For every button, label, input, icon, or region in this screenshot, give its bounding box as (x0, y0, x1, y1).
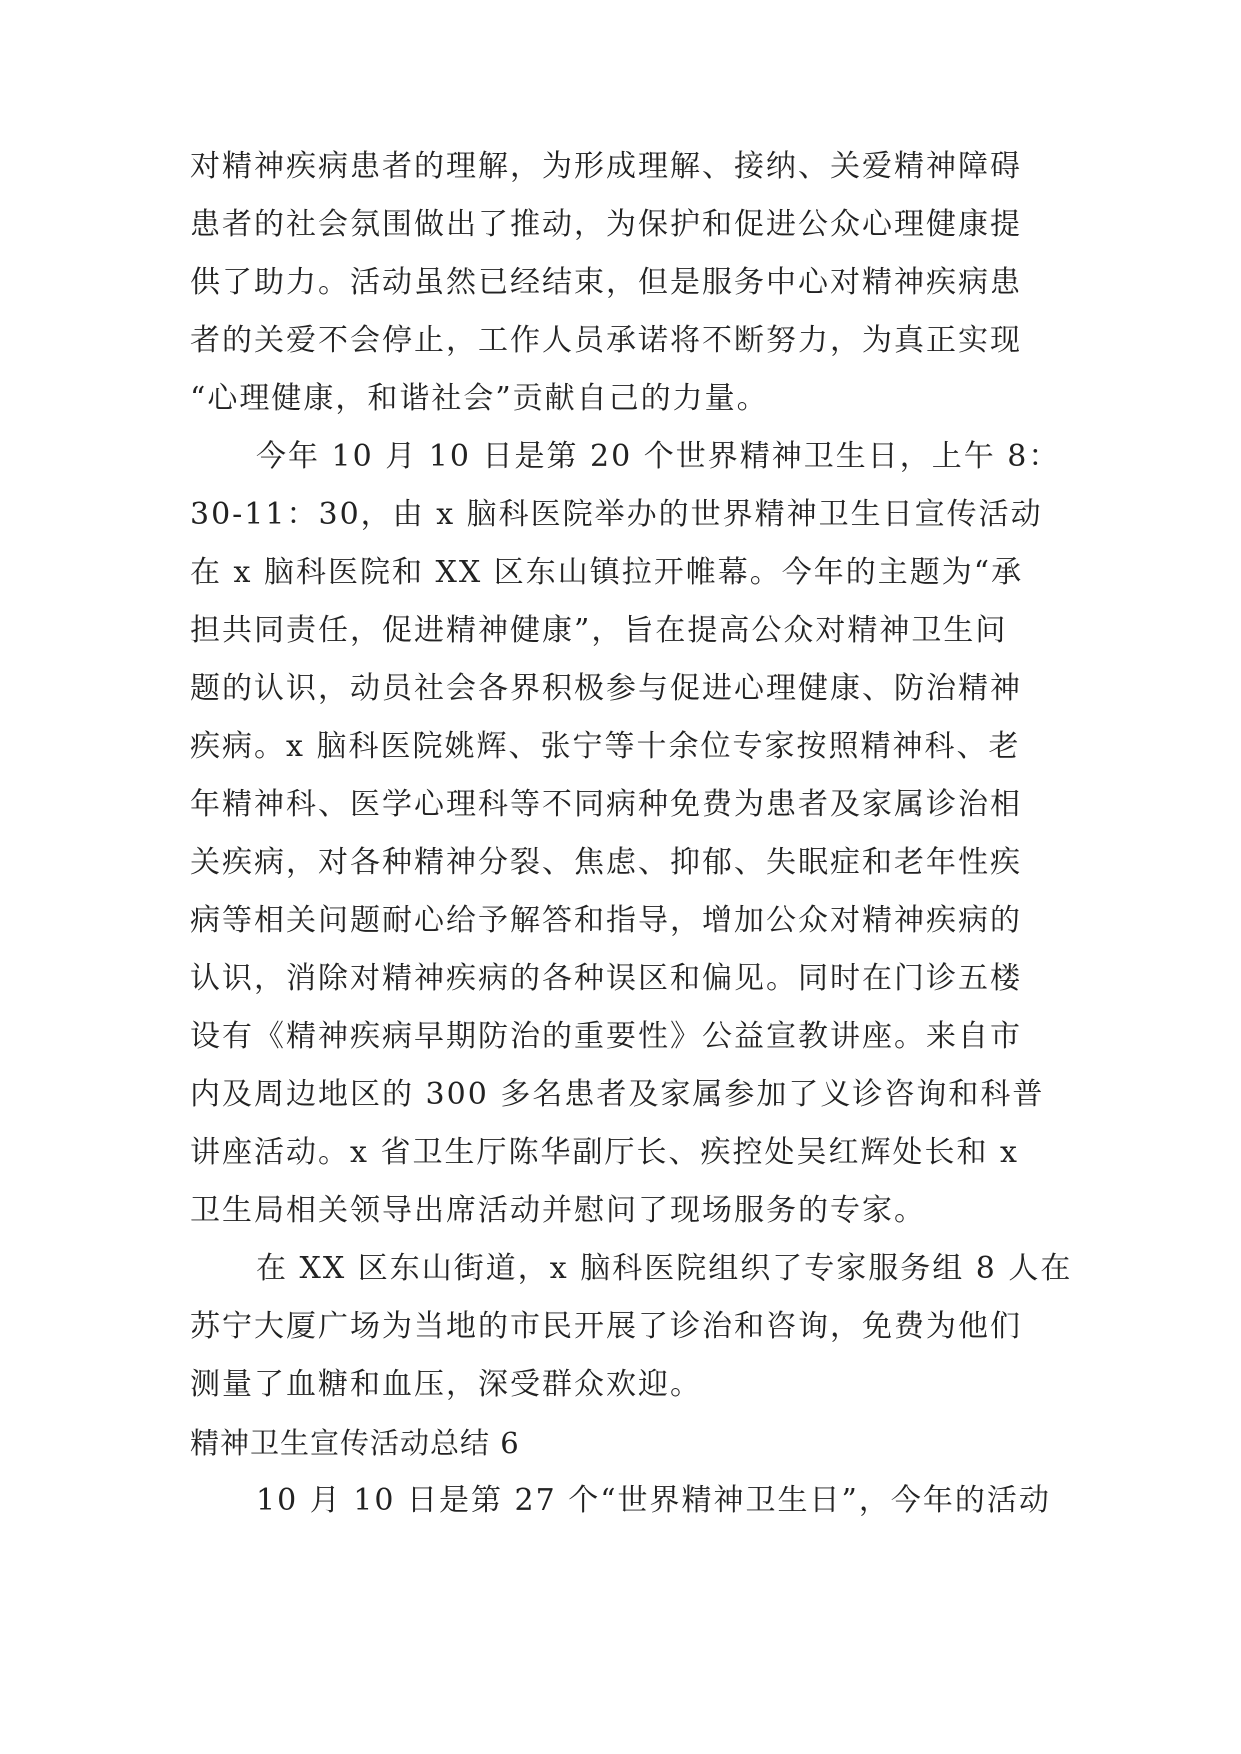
text-line: 担共同责任，促进精神健康”，旨在提高公众对精神卫生问 (190, 613, 1008, 648)
text-line: 疾病。x 脑科医院姚辉、张宁等十余位专家按照精神科、老 (190, 729, 1021, 764)
text-line: “心理健康，和谐社会”贡献自己的力量。 (190, 381, 769, 416)
text-line: 10 月 10 日是第 27 个“世界精神卫生日”，今年的活动 (256, 1483, 1051, 1518)
text-line: 讲座活动。x 省卫生厅陈华副厅长、疾控处吴红辉处长和 x (190, 1135, 1019, 1170)
text-line: 内及周边地区的 300 多名患者及家属参加了义诊咨询和科普 (190, 1077, 1045, 1112)
text-line: 30-11：30，由 x 脑科医院举办的世界精神卫生日宣传活动 (190, 497, 1043, 532)
text-line: 年精神科、医学心理科等不同病种免费为患者及家属诊治相 (190, 787, 1022, 822)
text-line: 关疾病，对各种精神分裂、焦虑、抑郁、失眠症和老年性疾 (190, 845, 1022, 880)
text-line: 对精神疾病患者的理解，为形成理解、接纳、关爱精神障碍 (190, 149, 1022, 184)
text-line: 设有《精神疾病早期防治的重要性》公益宣教讲座。来自市 (190, 1019, 1022, 1054)
section-heading: 精神卫生宣传活动总结 6 (190, 1426, 520, 1460)
text-line: 患者的社会氛围做出了推动，为保护和促进公众心理健康提 (190, 207, 1022, 242)
text-line: 今年 10 月 10 日是第 20 个世界精神卫生日，上午 8： (256, 439, 1061, 474)
text-line: 认识，消除对精神疾病的各种误区和偏见。同时在门诊五楼 (190, 961, 1022, 996)
text-line: 病等相关问题耐心给予解答和指导，增加公众对精神疾病的 (190, 903, 1022, 938)
text-line: 卫生局相关领导出席活动并慰问了现场服务的专家。 (190, 1193, 926, 1228)
text-line: 在 XX 区东山街道，x 脑科医院组织了专家服务组 8 人在 (256, 1251, 1073, 1286)
text-line: 苏宁大厦广场为当地的市民开展了诊治和咨询，免费为他们 (190, 1309, 1022, 1344)
text-line: 测量了血糖和血压，深受群众欢迎。 (190, 1367, 702, 1402)
text-line: 供了助力。活动虽然已经结束，但是服务中心对精神疾病患 (190, 265, 1022, 300)
text-line: 在 x 脑科医院和 XX 区东山镇拉开帷幕。今年的主题为“承 (190, 555, 1024, 590)
text-line: 题的认识，动员社会各界积极参与促进心理健康、防治精神 (190, 671, 1022, 706)
text-line: 者的关爱不会停止，工作人员承诺将不断努力，为真正实现 (190, 323, 1022, 358)
